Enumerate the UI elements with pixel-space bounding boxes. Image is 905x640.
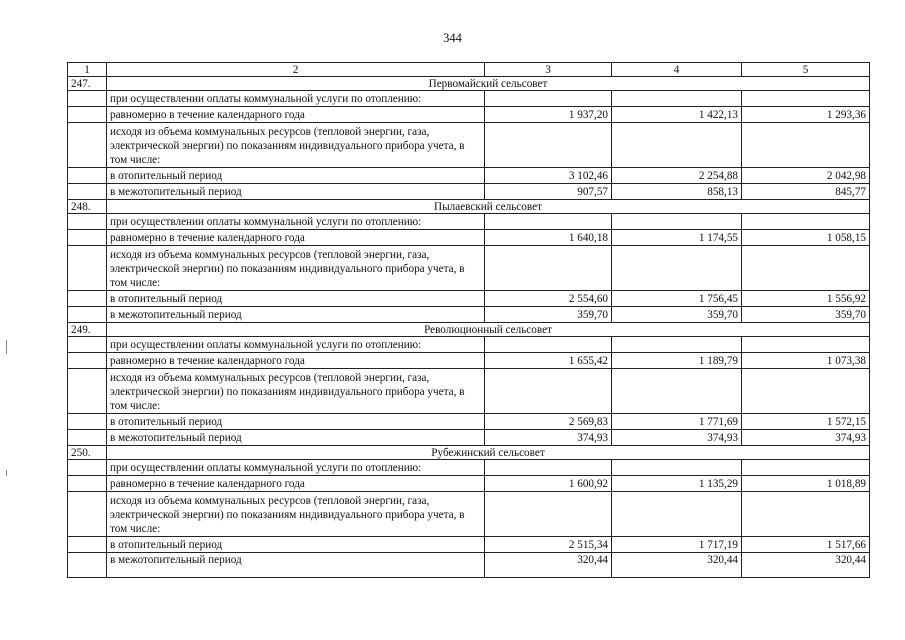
row-number-cell (68, 291, 107, 307)
section-number: 248. (68, 200, 107, 214)
column-header-3: 3 (485, 63, 612, 77)
value-col-3 (485, 337, 612, 353)
value-col-5: 1 556,92 (742, 291, 870, 307)
section-header-row (68, 200, 870, 214)
table-row (68, 107, 870, 123)
value-col-4 (612, 214, 742, 230)
row-label: в межотопительный период (107, 307, 485, 323)
row-number-cell (68, 230, 107, 246)
table-row (68, 246, 870, 291)
table-row (68, 369, 870, 414)
row-number-cell (68, 184, 107, 200)
table-row (68, 123, 870, 168)
value-col-3 (485, 460, 612, 476)
tariff-table (67, 62, 870, 578)
row-number-cell (68, 460, 107, 476)
table-row (68, 414, 870, 430)
row-number-cell (68, 337, 107, 353)
table-row (68, 460, 870, 476)
column-header-1: 1 (68, 63, 107, 77)
section-header-row (68, 77, 870, 91)
row-number-cell (68, 537, 107, 553)
value-col-4 (612, 369, 742, 414)
row-label: исходя из объема коммунальных ресурсов (тепловой энергии, газа, электрической энергии) по показаниям индивидуального прибора учета, в том числе: (107, 369, 485, 414)
row-number-cell (68, 307, 107, 323)
value-col-4: 320,44 (612, 553, 742, 578)
value-col-3 (485, 91, 612, 107)
row-number-cell (68, 91, 107, 107)
row-number-cell (68, 168, 107, 184)
value-col-3: 907,57 (485, 184, 612, 200)
value-col-5: 2 042,98 (742, 168, 870, 184)
value-col-3: 2 515,34 (485, 537, 612, 553)
value-col-5: 359,70 (742, 307, 870, 323)
value-col-5: 1 293,36 (742, 107, 870, 123)
row-number-cell (68, 430, 107, 446)
value-col-3 (485, 214, 612, 230)
value-col-3: 3 102,46 (485, 168, 612, 184)
row-label: в межотопительный период (107, 430, 485, 446)
value-col-3: 2 554,60 (485, 291, 612, 307)
value-col-3: 2 569,83 (485, 414, 612, 430)
row-label: в отопительный период (107, 168, 485, 184)
table-row (68, 476, 870, 492)
row-label: в отопительный период (107, 414, 485, 430)
section-number: 249. (68, 323, 107, 337)
table-row (68, 337, 870, 353)
column-header-2: 2 (107, 63, 485, 77)
value-col-3: 374,93 (485, 430, 612, 446)
value-col-3 (485, 246, 612, 291)
row-number-cell (68, 214, 107, 230)
row-label: при осуществлении оплаты коммунальной услуги по отоплению: (107, 460, 485, 476)
table-row (68, 353, 870, 369)
section-header-row (68, 323, 870, 337)
table-row (68, 430, 870, 446)
value-col-5: 1 058,15 (742, 230, 870, 246)
value-col-3: 1 640,18 (485, 230, 612, 246)
section-name: Пылаевский сельсовет (107, 200, 870, 214)
value-col-3: 1 600,92 (485, 476, 612, 492)
row-number-cell (68, 414, 107, 430)
value-col-4: 1 422,13 (612, 107, 742, 123)
scan-margin-mark (6, 470, 7, 476)
row-number-cell (68, 353, 107, 369)
row-label: исходя из объема коммунальных ресурсов (тепловой энергии, газа, электрической энергии) по показаниям индивидуального прибора учета, в том числе: (107, 492, 485, 537)
value-col-4: 1 771,69 (612, 414, 742, 430)
row-label: исходя из объема коммунальных ресурсов (тепловой энергии, газа, электрической энергии) по показаниям индивидуального прибора учета, в том числе: (107, 246, 485, 291)
value-col-5: 1 517,66 (742, 537, 870, 553)
value-col-5 (742, 337, 870, 353)
value-col-5: 845,77 (742, 184, 870, 200)
value-col-3: 359,70 (485, 307, 612, 323)
value-col-3 (485, 369, 612, 414)
table-row (68, 553, 870, 578)
row-label: при осуществлении оплаты коммунальной услуги по отоплению: (107, 337, 485, 353)
table-row (68, 291, 870, 307)
page-number: 344 (443, 31, 462, 45)
row-label: равномерно в течение календарного года (107, 230, 485, 246)
row-number-cell (68, 123, 107, 168)
value-col-4: 1 189,79 (612, 353, 742, 369)
section-name: Первомайский сельсовет (107, 77, 870, 91)
value-col-5 (742, 246, 870, 291)
row-label: в отопительный период (107, 537, 485, 553)
row-number-cell (68, 369, 107, 414)
value-col-5: 320,44 (742, 553, 870, 578)
table-row (68, 537, 870, 553)
row-label: в межотопительный период (107, 553, 485, 578)
value-col-3 (485, 123, 612, 168)
section-header-row (68, 446, 870, 460)
row-number-cell (68, 107, 107, 123)
value-col-5: 1 018,89 (742, 476, 870, 492)
value-col-4: 374,93 (612, 430, 742, 446)
column-header-5: 5 (742, 63, 870, 77)
section-number: 250. (68, 446, 107, 460)
value-col-3: 320,44 (485, 553, 612, 578)
value-col-5 (742, 369, 870, 414)
value-col-4: 359,70 (612, 307, 742, 323)
row-number-cell (68, 476, 107, 492)
value-col-4: 1 756,45 (612, 291, 742, 307)
value-col-4 (612, 337, 742, 353)
value-col-5 (742, 214, 870, 230)
row-label: в отопительный период (107, 291, 485, 307)
table-body (68, 63, 870, 578)
value-col-4 (612, 91, 742, 107)
row-number-cell (68, 246, 107, 291)
value-col-5 (742, 123, 870, 168)
section-name: Рубежинский сельсовет (107, 446, 870, 460)
value-col-5 (742, 460, 870, 476)
value-col-5 (742, 492, 870, 537)
value-col-4 (612, 460, 742, 476)
section-number: 247. (68, 77, 107, 91)
value-col-4: 1 717,19 (612, 537, 742, 553)
value-col-4: 2 254,88 (612, 168, 742, 184)
value-col-5: 1 073,38 (742, 353, 870, 369)
scan-margin-mark (6, 340, 7, 354)
value-col-3: 1 655,42 (485, 353, 612, 369)
table-row (68, 184, 870, 200)
value-col-5: 1 572,15 (742, 414, 870, 430)
table-row (68, 214, 870, 230)
row-label: равномерно в течение календарного года (107, 476, 485, 492)
table-row (68, 307, 870, 323)
value-col-3 (485, 492, 612, 537)
section-name: Революционный сельсовет (107, 323, 870, 337)
value-col-5: 374,93 (742, 430, 870, 446)
row-label: при осуществлении оплаты коммунальной услуги по отоплению: (107, 214, 485, 230)
row-label: равномерно в течение календарного года (107, 353, 485, 369)
value-col-4 (612, 123, 742, 168)
value-col-4 (612, 492, 742, 537)
column-header-row (68, 63, 870, 77)
table-row (68, 230, 870, 246)
value-col-5 (742, 91, 870, 107)
table-row (68, 168, 870, 184)
table-row (68, 91, 870, 107)
value-col-4: 858,13 (612, 184, 742, 200)
table-row (68, 492, 870, 537)
row-number-cell (68, 553, 107, 578)
row-label: в межотопительный период (107, 184, 485, 200)
row-label: равномерно в течение календарного года (107, 107, 485, 123)
value-col-4: 1 135,29 (612, 476, 742, 492)
value-col-4: 1 174,55 (612, 230, 742, 246)
row-label: исходя из объема коммунальных ресурсов (тепловой энергии, газа, электрической энергии) по показаниям индивидуального прибора учета, в том числе: (107, 123, 485, 168)
value-col-4 (612, 246, 742, 291)
column-header-4: 4 (612, 63, 742, 77)
value-col-3: 1 937,20 (485, 107, 612, 123)
row-label: при осуществлении оплаты коммунальной услуги по отоплению: (107, 91, 485, 107)
row-number-cell (68, 492, 107, 537)
